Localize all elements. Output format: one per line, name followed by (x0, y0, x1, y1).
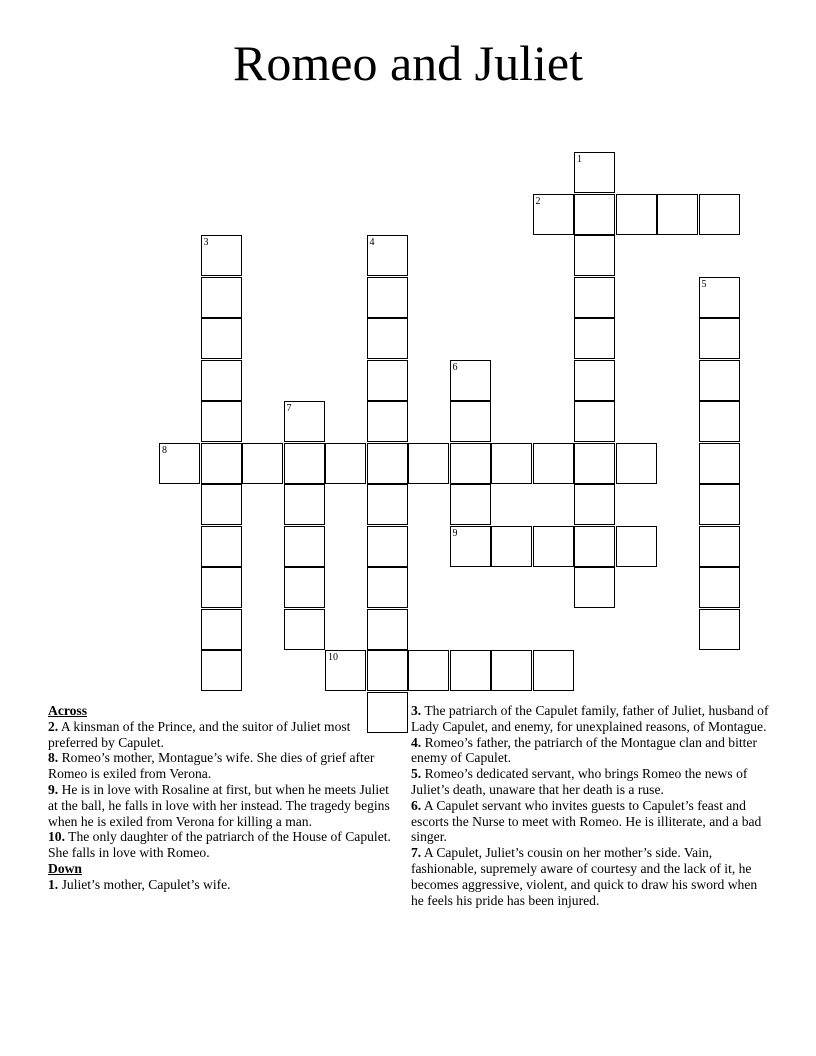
grid-cell[interactable] (574, 152, 615, 193)
grid-cell[interactable] (159, 443, 200, 484)
grid-cell[interactable] (491, 443, 532, 484)
clue-text: Romeo’s father, the patriarch of the Montague clan and bitter enemy of Capulet. (411, 734, 757, 766)
grid-cell[interactable] (574, 194, 615, 235)
clue-text: Romeo’s dedicated servant, who brings Romeo the news of Juliet’s death, unaware that her death is a ruse. (411, 766, 748, 797)
grid-cell[interactable] (367, 360, 408, 401)
grid-cell[interactable] (367, 318, 408, 359)
grid-cell[interactable] (574, 401, 615, 442)
clue-number-label: 4 (369, 237, 375, 248)
down-heading: Down (48, 860, 82, 876)
clue-number: 9. (48, 781, 59, 797)
grid-cell[interactable] (574, 235, 615, 276)
grid-cell[interactable] (616, 526, 657, 567)
grid-cell[interactable] (201, 443, 242, 484)
clue-number-label: 7 (286, 403, 292, 414)
grid-cell[interactable] (367, 235, 408, 276)
grid-cell[interactable] (699, 318, 740, 359)
grid-cell[interactable] (533, 650, 574, 691)
grid-cell[interactable] (201, 567, 242, 608)
grid-cell[interactable] (616, 443, 657, 484)
grid-cell[interactable] (284, 567, 325, 608)
grid-cell[interactable] (699, 443, 740, 484)
grid-cell[interactable] (367, 650, 408, 691)
grid-cell[interactable] (201, 609, 242, 650)
clues-right-column (411, 703, 771, 908)
clue-number: 6. (411, 797, 422, 813)
clue-text: Juliet’s mother, Capulet’s wife. (58, 876, 231, 892)
grid-cell[interactable] (699, 567, 740, 608)
grid-cell[interactable] (201, 526, 242, 567)
clue-down-3 (411, 703, 771, 735)
clue-down-5 (411, 766, 771, 798)
grid-cell[interactable] (450, 360, 491, 401)
grid-cell[interactable] (699, 277, 740, 318)
clue-number: 8. (48, 750, 59, 766)
grid-cell[interactable] (201, 360, 242, 401)
grid-cell[interactable] (657, 194, 698, 235)
grid-cell[interactable] (284, 609, 325, 650)
grid-cell[interactable] (408, 443, 449, 484)
grid-cell[interactable] (574, 277, 615, 318)
grid-cell[interactable] (574, 443, 615, 484)
clue-text: A kinsman of the Prince, and the suitor of Juliet most preferred by Capulet. (48, 718, 351, 750)
clue-number-label: 9 (452, 527, 458, 539)
grid-cell[interactable] (367, 401, 408, 442)
grid-cell[interactable] (201, 318, 242, 359)
grid-cell[interactable] (284, 526, 325, 567)
grid-cell[interactable] (699, 360, 740, 401)
grid-cell[interactable] (450, 526, 491, 567)
grid-cell[interactable] (201, 650, 242, 691)
grid-cell[interactable] (367, 484, 408, 525)
grid-cell[interactable] (325, 443, 366, 484)
clue-number-label: 6 (452, 361, 458, 373)
grid-cell[interactable] (450, 443, 491, 484)
grid-cell[interactable] (367, 609, 408, 650)
clue-across-8 (48, 750, 398, 782)
grid-cell[interactable] (699, 194, 740, 235)
grid-cell[interactable] (574, 318, 615, 359)
clue-number: 7. (411, 845, 422, 861)
clue-text: A Capulet servant who invites guests to Capulet’s feast and escorts the Nurse to meet with Romeo. He is illiterate, and a bad singer. (411, 797, 762, 845)
clue-number: 2. (48, 718, 59, 734)
grid-cell[interactable] (574, 484, 615, 525)
grid-cell[interactable] (284, 401, 325, 442)
clue-number-label: 8 (162, 444, 167, 456)
clue-down-6 (411, 798, 771, 845)
grid-cell[interactable] (699, 484, 740, 525)
clue-number: 1. (48, 876, 59, 892)
clue-across-10 (48, 829, 398, 861)
clues-left-column (48, 703, 398, 893)
grid-cell[interactable] (533, 443, 574, 484)
grid-cell[interactable] (574, 360, 615, 401)
clue-number: 10. (48, 829, 65, 845)
grid-cell[interactable] (201, 401, 242, 442)
grid-cell[interactable] (408, 650, 449, 691)
clue-down-7 (411, 845, 771, 908)
clue-across-9 (48, 782, 398, 829)
grid-cell[interactable] (201, 277, 242, 318)
grid-cell[interactable] (574, 526, 615, 567)
grid-cell[interactable] (242, 443, 283, 484)
clue-number: 5. (411, 766, 422, 782)
grid-cell[interactable] (450, 401, 491, 442)
clue-text: The patriarch of the Capulet family, father of Juliet, husband of Lady Capulet, and enemy, for unexplained reasons, of Montague. (411, 703, 769, 734)
clue-number-label: 10 (328, 652, 338, 663)
grid-cell[interactable] (201, 484, 242, 525)
grid-cell[interactable] (699, 401, 740, 442)
grid-cell[interactable] (367, 567, 408, 608)
grid-cell[interactable] (367, 443, 408, 484)
grid-cell[interactable] (284, 443, 325, 484)
grid-cell[interactable] (533, 526, 574, 567)
clue-number-label: 2 (535, 195, 541, 207)
grid-cell[interactable] (201, 235, 242, 276)
clue-number-label: 5 (701, 278, 707, 290)
clue-number-label: 3 (203, 237, 209, 248)
grid-cell[interactable] (325, 650, 366, 691)
grid-cell[interactable] (533, 194, 574, 235)
grid-cell[interactable] (450, 650, 491, 691)
grid-cell[interactable] (450, 484, 491, 525)
grid-cell[interactable] (491, 650, 532, 691)
clue-text: Romeo’s mother, Montague’s wife. She dies of grief after Romeo is exiled from Verona. (48, 750, 375, 782)
grid-cell[interactable] (616, 194, 657, 235)
clue-down-1 (48, 877, 398, 893)
grid-cell[interactable] (367, 277, 408, 318)
clue-number: 3. (411, 703, 422, 718)
clue-text: He is in love with Rosaline at first, but when he meets Juliet at the ball, he falls in love with her instead. The tragedy begins when he is exiled from Verona for killing a man. (48, 781, 390, 829)
page-title: Romeo and Juliet (233, 35, 583, 91)
grid-cell[interactable] (574, 567, 615, 608)
clue-across-2 (48, 719, 398, 751)
grid-cell[interactable] (491, 526, 532, 567)
clue-down-4 (411, 735, 771, 767)
grid-cell[interactable] (699, 526, 740, 567)
clue-number: 4. (411, 734, 422, 750)
clue-text: A Capulet, Juliet’s cousin on her mother’s side. Vain, fashionable, supremely aware of courtesy and the lack of it, he becomes aggressive, violent, and quick to draw his sword when he feels his pride has been injured. (411, 845, 758, 908)
clue-number-label: 1 (577, 154, 582, 165)
grid-cell[interactable] (367, 526, 408, 567)
clue-text: The only daughter of the patriarch of the House of Capulet. She falls in love with Romeo. (48, 829, 391, 861)
grid-cell[interactable] (284, 484, 325, 525)
across-heading: Across (48, 703, 88, 718)
grid-cell[interactable] (699, 609, 740, 650)
